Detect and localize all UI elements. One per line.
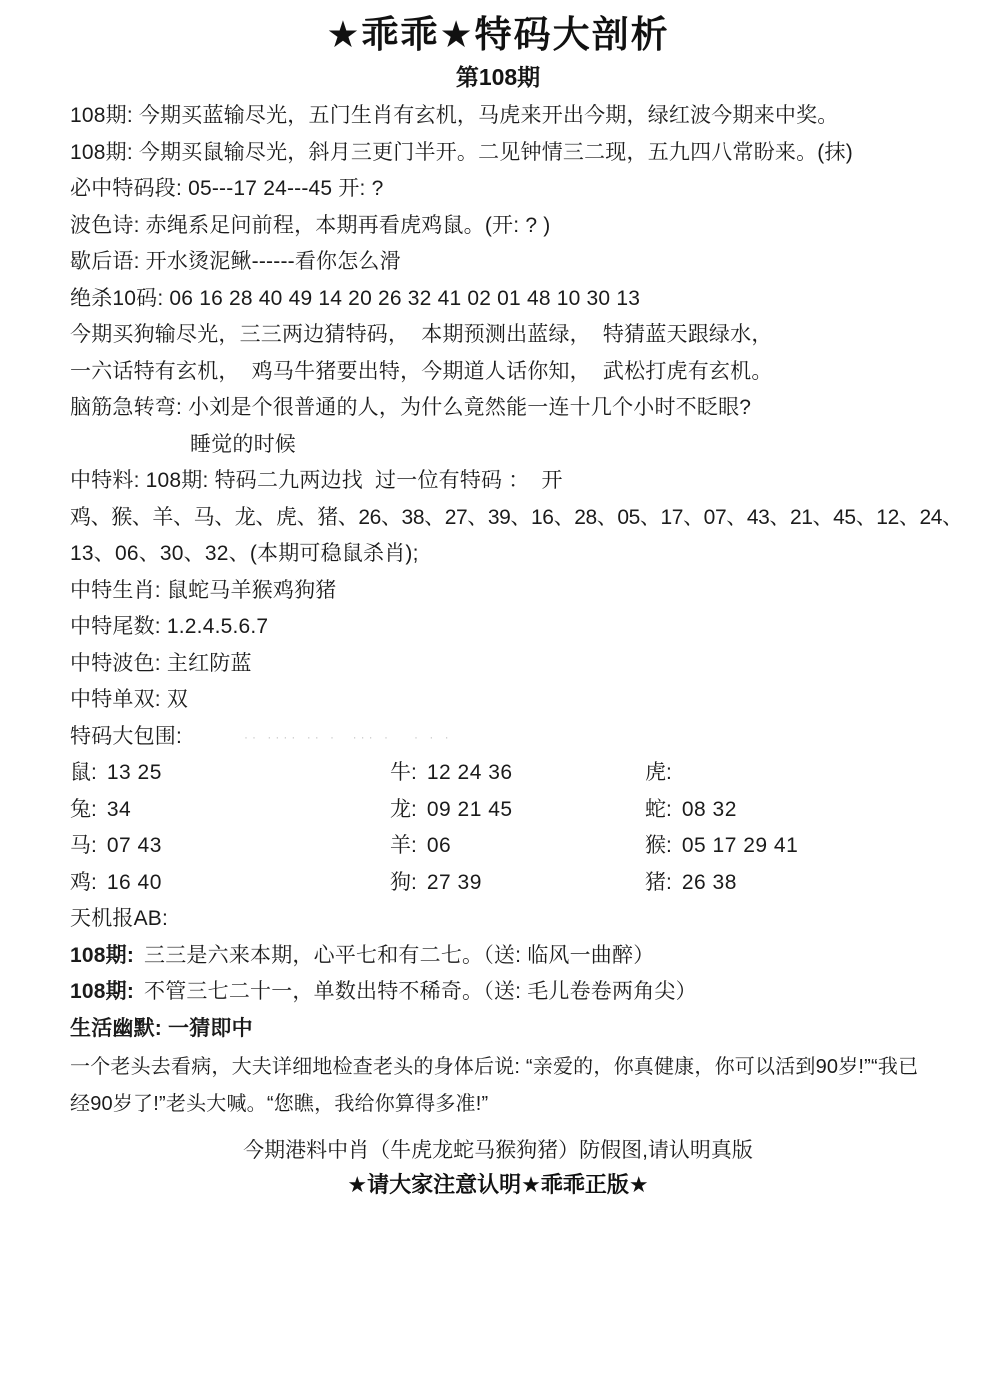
brain-teaser-line: 脑筋急转弯: 小刘是个很普通的人，为什么竟然能一连十几个小时不眨眼? [70, 396, 752, 419]
zodiac-numbers: 34 [106, 797, 132, 821]
table-cell-ox [390, 762, 645, 785]
zhongte-weishu-line: 中特尾数: 1.2.4.5.6.7 [70, 615, 269, 638]
zodiac-label: 虎: [645, 761, 672, 784]
zodiac-label: 牛: [390, 761, 417, 784]
zodiac-label: 蛇: [645, 797, 672, 821]
poem-rat-line: 108期: 今期买鼠输尽光，斜月三更门半开。二见钟情三二现，五九四八常盼来。(抹) [70, 140, 853, 164]
table-cell-monkey [645, 835, 926, 858]
table-cell-pig [645, 872, 926, 895]
zodiac-label: 龙: [390, 797, 417, 821]
zodiac-label: 猴: [645, 834, 672, 857]
xiehouyu-line: 歇后语: 开水烫泥鳅------看你怎么滑 [70, 250, 401, 273]
poem-108-d-line [70, 981, 926, 1004]
zodiac-label: 猪: [645, 870, 672, 894]
issue-label: 108期: [70, 943, 135, 967]
zodiac-numbers: 08 32 [681, 797, 737, 821]
zodiac-numbers: 07 43 [106, 834, 162, 857]
table-cell-dog [390, 872, 645, 895]
zodiac-numbers: 12 24 36 [426, 761, 513, 784]
issue-label: 108期: [70, 980, 135, 1003]
table-cell-rat [70, 762, 390, 785]
picks-line-2: 13、06、30、32、(本期可稳鼠杀肖); [70, 542, 419, 565]
table-cell-goat [390, 835, 645, 858]
poem-108-c-line [70, 945, 926, 968]
zodiac-numbers: 09 21 45 [426, 797, 513, 821]
table-cell-rabbit [70, 799, 390, 822]
baowei-title: 特码大包围: [70, 724, 183, 748]
poem-text: 三三是六来本期，心平七和有二七。（送: 临风一曲醉） [144, 943, 655, 967]
zhongte-shengxiao-line: 中特生肖: 鼠蛇马羊猴鸡狗猪 [70, 578, 337, 602]
zodiac-label: 鼠: [70, 761, 97, 784]
footer-note-line: 今期港料中肖（牛虎龙蛇马猴狗猪）防假图,请认明真版 [243, 1139, 753, 1162]
table-cell-snake [645, 799, 926, 822]
baowei-zodiac-table [70, 762, 926, 894]
dog-poem-line-2: 一六话特有玄机， 鸡马牛猪要出特，今期道人话你知， 武松打虎有玄机。 [70, 359, 773, 383]
wave-color-poem-line: 波色诗: 赤绳系足问前程，本期再看虎鸡鼠。(开: ? ) [70, 213, 551, 237]
zodiac-numbers: 27 39 [426, 870, 482, 894]
dog-poem-line-1: 今期买狗输尽光，三三两边猜特码， 本期预测出蓝绿， 特猜蓝天跟绿水， [70, 323, 773, 346]
must-hit-segment-line: 必中特码段: 05---17 24---45 开: ? [70, 177, 384, 200]
zhongteliao-line: 中特料: 108期: 特码二九两边找 过一位有特码 ： 开 [70, 469, 563, 492]
zhongte-danshuang-line: 中特单双: 双 [70, 688, 189, 711]
zodiac-label: 羊: [390, 834, 417, 857]
zhongte-bose-line: 中特波色: 主红防蓝 [70, 651, 252, 675]
zodiac-numbers: 06 [426, 834, 452, 857]
picks-line-1: 鸡、猴、羊、马、龙、虎、猪、26、38、27、39、16、28、05、17、07、43、21、45、12、24、 [70, 505, 963, 529]
zodiac-label: 狗: [390, 870, 417, 894]
issue-number: 第108期 [455, 64, 541, 90]
zodiac-numbers: 16 40 [106, 870, 162, 894]
tianjibao-line: 天机报AB: [70, 907, 169, 930]
table-cell-dragon [390, 799, 645, 822]
brain-teaser-answer: 睡觉的时候 [190, 432, 296, 456]
zodiac-label: 鸡: [70, 870, 97, 894]
zodiac-label: 马: [70, 834, 97, 857]
table-cell-tiger [645, 762, 926, 785]
poem-text: 不管三七二十一，单数出特不稀奇。（送: 毛儿卷卷两角尖） [144, 980, 697, 1003]
zodiac-numbers: 26 38 [681, 870, 737, 894]
joke-paragraph: 一个老头去看病，大夫详细地检查老头的身体后说: “亲爱的，你真健康，你可以活到90岁!”“我已经90岁了!”老头大喊。“您瞧，我给你算得多准!” [70, 1056, 919, 1115]
zodiac-numbers: 05 17 29 41 [681, 834, 799, 857]
footer-brand-line: ★请大家注意认明★乖乖正版★ [347, 1172, 649, 1197]
table-cell-rooster [70, 872, 390, 895]
table-cell-horse [70, 835, 390, 858]
faded-smudge: ·· ···· ·· · ··· · · · · [244, 729, 453, 744]
page-title: ★乖乖★特码大剖析 [326, 14, 670, 55]
zodiac-label: 兔: [70, 797, 97, 821]
poem-blue-line: 108期: 今期买蓝输尽光，五门生肖有玄机，马虎来开出今期，绿红波今期来中奖。 [70, 104, 839, 127]
humor-header-line: 生活幽默: 一猜即中 [70, 1016, 253, 1040]
kill-10-codes-line: 绝杀10码: 06 16 28 40 49 14 20 26 32 41 02 01 48 10 30 13 [70, 286, 641, 310]
baowei-title-line [70, 726, 926, 749]
zodiac-numbers: 13 25 [106, 761, 162, 784]
